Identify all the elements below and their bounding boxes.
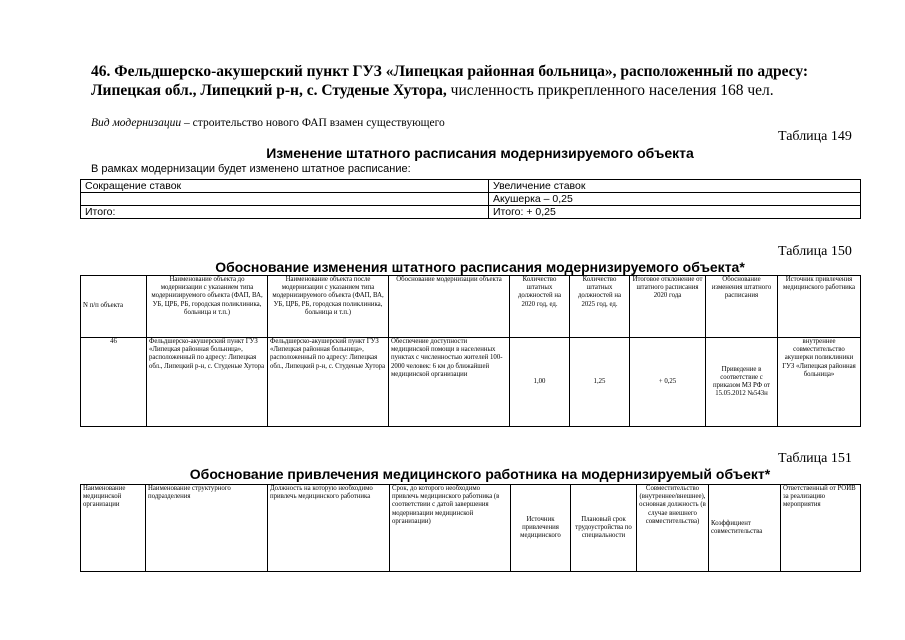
deviation-cell: + 0,25 [630,338,706,427]
col-increase-header: Увеличение ставок [489,180,861,193]
object-number-cell: 46 [81,338,147,427]
header-cell: Совместительство (внутреннее/внешнее), основная должность (в случае внешнего совместительства) [637,485,709,572]
reduce-cell [81,193,489,206]
staff-2025-cell: 1,25 [570,338,630,427]
table-149-title: Изменение штатного расписания модернизируемого объекта [266,145,694,161]
header-cell: Количество штатных должностей на 2020 год, ед. [510,276,570,338]
heading-rest: численность прикрепленного населения 168 чел. [446,82,774,99]
header-cell: Ответственный от РОИВ за реализацию мероприятия [781,485,861,572]
header-cell: Источник привлечения медицинского работника [778,276,861,338]
modernization-text: – строительство нового ФАП взамен существующего [181,117,445,129]
header-cell: Обоснование модернизации объекта [389,276,510,338]
header-cell: Коэффициент совместительства [709,485,781,572]
staff-change-table [80,179,861,219]
justification-cell: Обеспечение доступности медицинской помощи в населенных пунктах с численностью жителей 100-2000 человек: 6 км до ближайшей медицинской организации [389,338,510,427]
modernization-type [91,117,445,129]
header-cell: N п/п объекта [81,276,147,338]
modernization-label: Вид модернизации [91,117,182,129]
header-cell: Наименование объекта после модернизации с указанием типа модернизируемого объекта (ФАП, ВА, УБ, ЦРБ, РБ, городская поликлиника, больница и т.п.) [268,276,389,338]
col-reduce-header: Сокращение ставок [81,180,489,193]
table-row [81,180,861,193]
table-149-intro: В рамках модернизации будет изменено штатное расписание: [91,163,411,175]
increase-cell: Акушерка – 0,25 [489,193,861,206]
table-151-title: Обоснование привлечения медицинского работника на модернизируемый объект* [189,466,771,482]
table-149-label: Таблица 149 [778,129,852,144]
heading-bold: 46. Фельдшерско-акушерский пункт ГУЗ «Липецкая районная больница», расположенный по адресу: Липецкая обл., Липецкий р-н, с. Студеные Хутора, [91,63,809,99]
table-row [81,193,861,206]
header-cell: Плановый срок трудоустройства по специальности [571,485,637,572]
staff-2020-cell: 1,00 [510,338,570,427]
table-row [81,206,861,219]
source-cell: внутреннее совместительство акушерки поликлиники ГУЗ «Липецкая районная больница» [778,338,861,427]
change-reason-cell: Приведение в соответствие с приказом МЗ РФ от 15.05.2012 №543н [706,338,778,427]
header-cell: Источник привлечения медицинского [511,485,571,572]
staff-justification-table [80,275,861,427]
table-150-title: Обоснование изменения штатного расписания модернизируемого объекта* [215,259,745,275]
total-label-cell: Итого: [81,206,489,219]
header-cell: Итоговое отклонение от штатного расписания 2020 года [630,276,706,338]
header-cell: Количество штатных должностей на 2025 год, ед. [570,276,630,338]
header-cell: Наименование структурного подразделения [146,485,268,572]
object-after-cell: Фельдшерско-акушерский пункт ГУЗ «Липецкая районная больница», расположенный по адресу: Липецкая обл., Липецкий р-н, с. Студеные Хутора [268,338,389,427]
table-150-label: Таблица 150 [778,244,852,259]
header-cell: Наименование медицинской организации [81,485,146,572]
total-increase-cell: Итого: + 0,25 [489,206,861,219]
header-cell: Должность на которую необходимо привлечь медицинского работника [268,485,390,572]
header-cell: Срок, до которого необходимо привлечь медицинского работника (в соответствии с датой завершения модернизации медицинской организации) [390,485,511,572]
object-before-cell: Фельдшерско-акушерский пункт ГУЗ «Липецкая районная больница», расположенный по адресу: Липецкая обл., Липецкий р-н, с. Студеные Хутора [147,338,268,427]
header-cell: Обоснование изменения штатного расписания [706,276,778,338]
recruitment-justification-table [80,484,861,572]
table-row [81,338,861,427]
table-header-row [81,485,861,572]
table-151-label: Таблица 151 [778,451,852,466]
header-cell: Наименование объекта до модернизации с указанием типа модернизируемого объекта (ФАП, ВА, УБ, ЦРБ, РБ, городская поликлиника, больница и т.п.) [147,276,268,338]
table-header-row [81,276,861,338]
section-heading [91,62,871,100]
